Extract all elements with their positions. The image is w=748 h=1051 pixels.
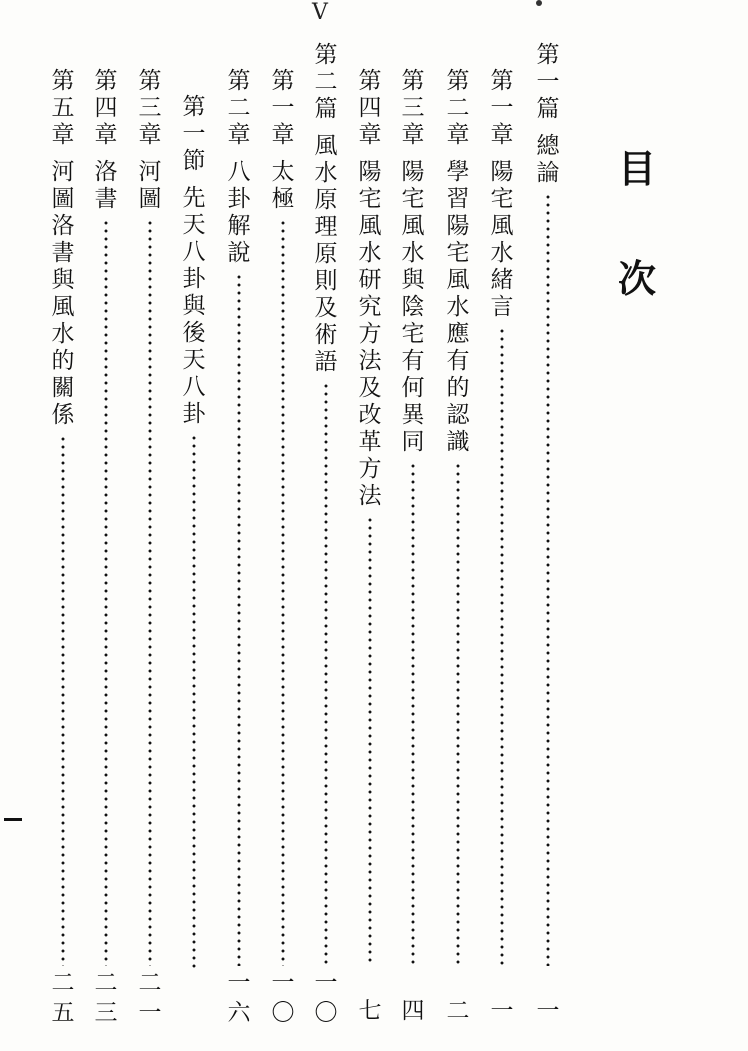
toc-entry-title [130, 159, 170, 213]
toc-entry-label-char: 節 [182, 148, 206, 174]
toc-entry-title [43, 159, 83, 429]
toc-entry-title-char: 語 [314, 349, 338, 375]
toc-entry-title-char: 陽 [358, 159, 382, 185]
toc-entry-title-char: 天 [182, 347, 206, 373]
toc-entry-page-digit: 一 [227, 970, 251, 996]
toc-entry-title-char: 風 [490, 213, 514, 239]
toc-entry-title-char: 陰 [401, 294, 425, 320]
toc-entry-title-char: 水 [446, 294, 470, 320]
toc-entry-title-char: 應 [446, 321, 470, 347]
toc-entry-title-char: 宅 [401, 321, 425, 347]
page-number-mark [4, 818, 22, 821]
toc-entry-page-number [350, 996, 390, 1026]
toc-entry-label-char: 第 [51, 68, 75, 94]
toc-entry-title [306, 133, 346, 376]
toc-entry-page-digit: 三 [94, 1000, 118, 1026]
toc-entry-label-char: 章 [401, 122, 425, 148]
toc-entry-title-char: 術 [314, 322, 338, 348]
toc-entry-label-char: 第 [227, 68, 251, 94]
toc-entry-title-char: 風 [358, 213, 382, 239]
toc-entry[interactable] [438, 0, 478, 1051]
toc-entry-label-char: 章 [358, 122, 382, 148]
toc-entry[interactable] [174, 0, 214, 1051]
toc-entry-label [86, 68, 126, 149]
toc-entry-title [219, 159, 259, 267]
toc-entry-title-char: 極 [271, 186, 295, 212]
toc-entry-title-char: 異 [401, 402, 425, 428]
toc-entry-label-char: 三 [401, 95, 425, 121]
toc-entry-title-char: 說 [227, 240, 251, 266]
toc-leader-dots [500, 327, 504, 966]
toc-entry-title-char: 習 [446, 186, 470, 212]
toc-entry-title-char: 宅 [401, 186, 425, 212]
toc-entry-title-char: 圖 [138, 186, 162, 212]
toc-entry-page-digit: 二 [138, 970, 162, 996]
toc-entry-label-char: 三 [138, 95, 162, 121]
toc-leader-dots [192, 434, 196, 968]
toc-entry-title-char: 同 [401, 429, 425, 455]
toc-entry-label [438, 68, 478, 149]
toc-entry[interactable] [130, 0, 170, 1051]
toc-entry-page-number [482, 996, 522, 1026]
toc-entry-label [130, 68, 170, 149]
toc-entry-title-char: 改 [358, 402, 382, 428]
toc-entry-title [350, 159, 390, 510]
toc-entry-title-char: 研 [358, 267, 382, 293]
toc-entry-label-char: 第 [138, 68, 162, 94]
toc-entry[interactable] [263, 0, 303, 1051]
toc-entry-title-char: 卦 [227, 186, 251, 212]
toc-entry-title [174, 185, 214, 428]
toc-entry-title-char: 卦 [182, 266, 206, 292]
toc-entry-title-char: 學 [446, 159, 470, 185]
toc-entry[interactable] [482, 0, 522, 1051]
toc-entry-title-char: 風 [314, 133, 338, 159]
toc-entry-title-char: 宅 [490, 186, 514, 212]
toc-entry-page-number [43, 968, 83, 1028]
toc-entry-label-char: 章 [51, 122, 75, 148]
toc-entry-title-char: 水 [401, 240, 425, 266]
toc-entry-title-char: 究 [358, 294, 382, 320]
toc-entry-title-char: 書 [51, 240, 75, 266]
toc-entry-title-char: 洛 [94, 159, 118, 185]
toc-entry-label-char: 一 [182, 121, 206, 147]
toc-entry-label-char: 一 [490, 95, 514, 121]
toc-entry-label-char: 二 [314, 69, 338, 95]
toc-leader-dots [148, 219, 152, 966]
toc-entry-title-char: 方 [358, 456, 382, 482]
toc-leader-dots [324, 382, 328, 966]
toc-leader-dots [456, 462, 460, 966]
toc-entry-label-char: 四 [358, 95, 382, 121]
toc-title-char: 次 [617, 257, 656, 301]
toc-entry-title-char: 河 [138, 159, 162, 185]
toc-entry-page-digit: 二 [94, 970, 118, 996]
toc-entry-title-char: 水 [51, 321, 75, 347]
toc-entry-label [174, 94, 214, 175]
top-mark: V [312, 0, 328, 25]
toc-entry-title-char: 論 [536, 160, 560, 186]
toc-entry-label-char: 第 [271, 68, 295, 94]
toc-entry-label-char: 章 [446, 122, 470, 148]
toc-entry-label-char: 第 [314, 42, 338, 68]
toc-entry-label [528, 42, 568, 123]
toc-entry[interactable] [528, 0, 568, 1051]
toc-entry-page-number [263, 968, 303, 1028]
toc-entry-title-char: 認 [446, 402, 470, 428]
toc-entry-title-char: 解 [227, 213, 251, 239]
toc-entry-title-char: 太 [271, 159, 295, 185]
toc-entry-label-char: 第 [490, 68, 514, 94]
toc-entry-page-digit: 〇 [271, 1000, 295, 1026]
toc-entry-label-char: 五 [51, 95, 75, 121]
toc-entry-label-char: 第 [446, 68, 470, 94]
toc-entry[interactable] [350, 0, 390, 1051]
toc-entry-page-digit: 七 [358, 998, 382, 1024]
toc-entry-title-char: 陽 [446, 213, 470, 239]
toc-entry-title [86, 159, 126, 213]
toc-entry-title [528, 133, 568, 187]
toc-entry-page-digit: 六 [227, 1000, 251, 1026]
toc-entry-title-char: 圖 [51, 186, 75, 212]
toc-entry-title-char: 水 [490, 240, 514, 266]
toc-entry-title-char: 識 [446, 429, 470, 455]
toc-entry-label-char: 章 [227, 122, 251, 148]
toc-entry-title-char: 與 [51, 267, 75, 293]
toc-leader-dots [411, 462, 415, 966]
toc-entry-label-char: 第 [401, 68, 425, 94]
toc-entry-page-digit: 一 [271, 970, 295, 996]
toc-entry-label-char: 一 [536, 69, 560, 95]
toc-entry-page-number [528, 996, 568, 1026]
toc-entry-title-char: 及 [358, 375, 382, 401]
toc-entry-title-char: 有 [446, 348, 470, 374]
toc-entry-page-number [130, 968, 170, 1028]
toc-entry-label [393, 68, 433, 149]
toc-entry-page-digit: 二 [446, 998, 470, 1024]
toc-entry-page-digit: 五 [51, 1000, 75, 1026]
toc-entry-title-char: 有 [401, 348, 425, 374]
toc-entry-label [263, 68, 303, 149]
toc-title-char: 目 [617, 147, 656, 191]
toc-leader-dots [368, 516, 372, 966]
toc-entry-label-char: 一 [271, 95, 295, 121]
toc-entry-page-number [393, 996, 433, 1026]
toc-entry-page-number [86, 968, 126, 1028]
toc-entry-title-char: 原 [314, 187, 338, 213]
toc-entry-title-char: 言 [490, 294, 514, 320]
toc-entry-label-char: 第 [182, 94, 206, 120]
toc-entry-title-char: 原 [314, 241, 338, 267]
toc-entry-title-char: 卦 [182, 401, 206, 427]
toc-entry-title-char: 書 [94, 186, 118, 212]
toc-entry-title-char: 天 [182, 212, 206, 238]
toc-leader-dots [61, 435, 65, 966]
toc-entry-page-digit: 一 [536, 998, 560, 1024]
toc-entry-page-digit: 一 [314, 970, 338, 996]
toc-entry-label-char: 第 [358, 68, 382, 94]
toc-entry-page-digit: 〇 [314, 1000, 338, 1026]
toc-title [612, 147, 662, 301]
toc-entry-title-char: 理 [314, 214, 338, 240]
toc-entry-title-char: 水 [358, 240, 382, 266]
toc-entry-title-char: 風 [51, 294, 75, 320]
toc-entry-label-char: 第 [94, 68, 118, 94]
toc-entry-label-char: 章 [94, 122, 118, 148]
toc-entry-title-char: 關 [51, 375, 75, 401]
toc-entry-label [43, 68, 83, 149]
toc-entry-title-char: 方 [358, 321, 382, 347]
toc-entry-page-number [219, 968, 259, 1028]
toc-entry[interactable] [43, 0, 83, 1051]
toc-entry-label-char: 章 [490, 122, 514, 148]
toc-entry-title-char: 陽 [490, 159, 514, 185]
toc-leader-dots [546, 193, 550, 966]
toc-entry-label [350, 68, 390, 149]
toc-entry-label-char: 篇 [536, 96, 560, 122]
toc-entry-label [219, 68, 259, 149]
toc-entry-title-char: 水 [314, 160, 338, 186]
toc-entry-label-char: 二 [446, 95, 470, 121]
toc-entry-label-char: 章 [138, 122, 162, 148]
toc-entry-title-char: 河 [51, 159, 75, 185]
toc-entry-title-char: 風 [446, 267, 470, 293]
toc-entry-page-digit: 一 [490, 998, 514, 1024]
toc-entry-title-char: 法 [358, 483, 382, 509]
toc-entry-title-char: 洛 [51, 213, 75, 239]
toc-entry-label-char: 二 [227, 95, 251, 121]
toc-entry-title-char: 先 [182, 185, 206, 211]
toc-entry-title-char: 法 [358, 348, 382, 374]
toc-entry-title-char: 何 [401, 375, 425, 401]
toc-entry-title-char: 八 [227, 159, 251, 185]
toc-entry-page-number [438, 996, 478, 1026]
toc-entry-title [482, 159, 522, 321]
toc-entry-title-char: 總 [536, 133, 560, 159]
toc-entry-label-char: 第 [536, 42, 560, 68]
toc-entry-title-char: 係 [51, 402, 75, 428]
toc-entry-title-char: 及 [314, 295, 338, 321]
toc-leader-dots [237, 273, 241, 966]
toc-entry[interactable] [306, 0, 346, 1051]
toc-leader-dots [281, 219, 285, 966]
toc-entry-title-char: 八 [182, 374, 206, 400]
toc-entry-label-char: 章 [271, 122, 295, 148]
toc-entry[interactable] [86, 0, 126, 1051]
toc-entry-title-char: 八 [182, 239, 206, 265]
toc-entry-title-char: 的 [446, 375, 470, 401]
toc-entry-title-char: 宅 [446, 240, 470, 266]
toc-entry-title-char: 與 [401, 267, 425, 293]
toc-entry-title-char: 的 [51, 348, 75, 374]
toc-entry-title-char: 宅 [358, 186, 382, 212]
toc-entry-title-char: 與 [182, 293, 206, 319]
toc-entry-page-number [306, 968, 346, 1028]
toc-entry-title-char: 則 [314, 268, 338, 294]
toc-leader-dots [104, 219, 108, 966]
toc-entry-label [306, 42, 346, 123]
toc-entry-title-char: 陽 [401, 159, 425, 185]
toc-entry-title-char: 緒 [490, 267, 514, 293]
toc-entry-page-digit: 一 [138, 1000, 162, 1026]
toc-entry-label [482, 68, 522, 149]
toc-entry-title [438, 159, 478, 456]
toc-entry-page-digit: 四 [401, 998, 425, 1024]
toc-entry-label-char: 篇 [314, 96, 338, 122]
toc-entry-title-char: 風 [401, 213, 425, 239]
toc-entry[interactable] [393, 0, 433, 1051]
toc-entry-label-char: 四 [94, 95, 118, 121]
toc-entry-title [393, 159, 433, 456]
toc-entry-title-char: 後 [182, 320, 206, 346]
toc-entry-title-char: 革 [358, 429, 382, 455]
toc-entry-page-digit: 二 [51, 970, 75, 996]
toc-entry-title [263, 159, 303, 213]
toc-entry[interactable] [219, 0, 259, 1051]
